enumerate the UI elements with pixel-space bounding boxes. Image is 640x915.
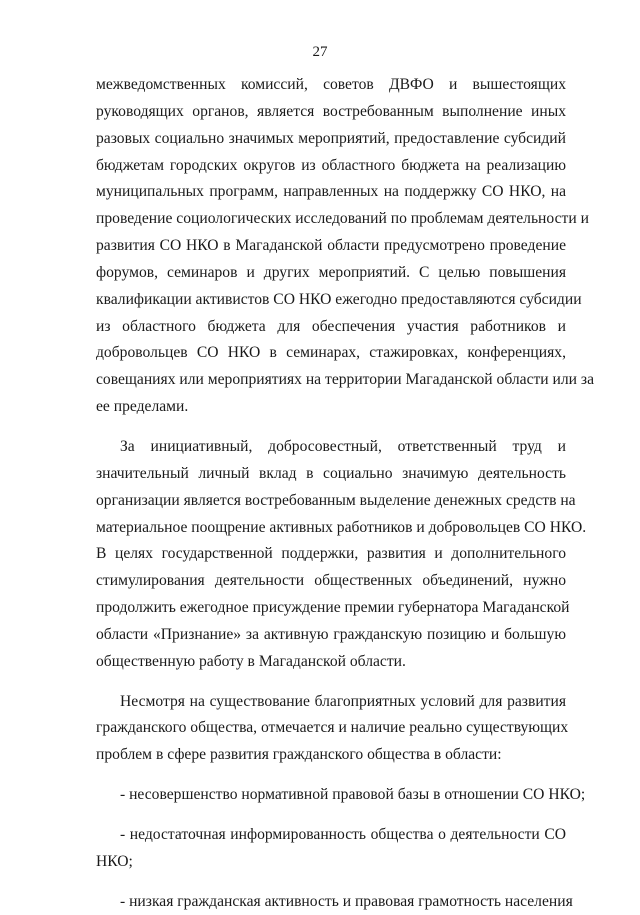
text-line: организации является востребованным выделение денежных средств на: [96, 491, 576, 509]
text-line: проведение социологических исследований по проблемам деятельности и: [96, 210, 589, 228]
text-line: муниципальных программ, направленных на поддержку СО НКО, на: [96, 183, 566, 201]
text-line: - недостаточная информированность общества о деятельности СО: [120, 825, 566, 843]
text-line: В целях государственной поддержки, развития и дополнительного: [96, 545, 566, 563]
text-line: развития СО НКО в Магаданской области предусмотрено проведение: [96, 237, 566, 255]
text-line: материальное поощрение активных работников и добровольцев СО НКО.: [96, 518, 587, 536]
list-item: - низкая гражданская активность и правовая грамотность населения: [120, 892, 573, 910]
text-line: руководящих органов, является востребованным выполнение иных: [96, 102, 566, 120]
text-line: НКО;: [96, 852, 133, 870]
text-line: из областного бюджета для обеспечения участия работников и: [96, 317, 566, 335]
text-line: продолжить ежегодное присуждение премии губернатора Магаданской: [96, 599, 570, 617]
text-line: квалификации активистов СО НКО ежегодно предоставляются субсидии: [96, 290, 582, 308]
text-line: общественную работу в Магаданской области.: [96, 652, 406, 670]
text-line: бюджетам городских округов из областного бюджета на реализацию: [96, 156, 566, 174]
list-item: - несовершенство нормативной правовой базы в отношении СО НКО;: [120, 786, 586, 804]
text-line: ее пределами.: [96, 398, 189, 416]
text-line: За инициативный, добросовестный, ответственный труд и: [120, 437, 566, 455]
text-line: проблем в сфере развития гражданского общества в области:: [96, 746, 502, 764]
text-line: межведомственных комиссий, советов ДВФО и вышестоящих: [96, 76, 566, 93]
paragraph-gap: [96, 421, 566, 434]
paragraph-gap: [96, 876, 566, 889]
problems-list: [96, 782, 586, 915]
text-line: форумов, семинаров и других мероприятий. С целью повышения: [96, 263, 566, 281]
text-line: Несмотря на существование благоприятных условий для развития: [120, 692, 566, 710]
paragraph-problems: [96, 689, 569, 770]
text-line: разовых социально значимых мероприятий, предоставление субсидий: [96, 129, 566, 147]
paragraph-commissions: [96, 72, 594, 421]
text-line: области «Признание» за активную гражданскую позицию и большую: [96, 625, 566, 643]
paragraph-gap: [96, 676, 566, 689]
document-body: [96, 72, 594, 915]
text-line: совещаниях или мероприятиях на территории Магаданской области или за: [96, 371, 594, 389]
paragraph-gap: [96, 809, 566, 822]
page-number: 27: [312, 44, 328, 60]
paragraph-gap: [96, 769, 566, 782]
text-line: добровольцев СО НКО в семинарах, стажировках, конференциях,: [96, 344, 566, 362]
text-line: значительный личный вклад в социально значимую деятельность: [96, 464, 566, 482]
text-line: гражданского общества, отмечается и наличие реально существующих: [96, 719, 569, 737]
text-line: стимулирования деятельности общественных объединений, нужно: [96, 572, 566, 590]
paragraph-award: [96, 434, 587, 676]
list-item: [96, 822, 566, 876]
